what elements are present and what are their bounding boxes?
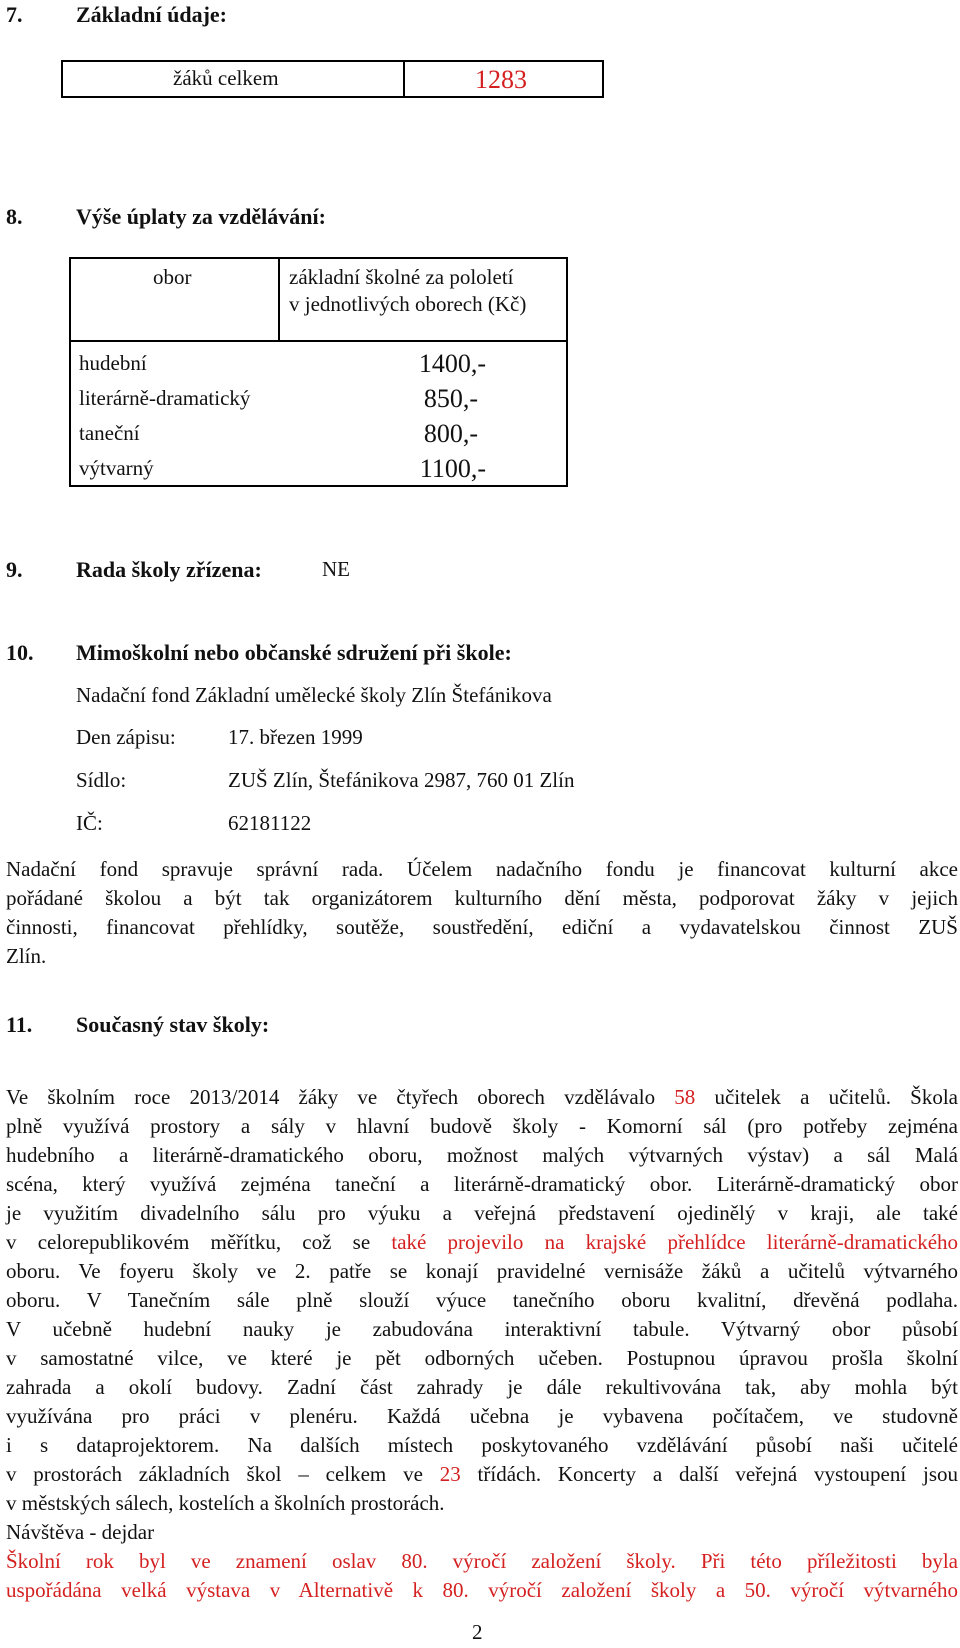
status-paragraph-line-red: Školní rok byl ve znamení oslav 80. výročí založení školy. Při této příležitosti byla [6, 1549, 958, 1573]
seat-value: ZUŠ Zlín, Štefánikova 2987, 760 01 Zlín [228, 768, 575, 792]
status-paragraph-line-red: uspořádána velká výstava v Alternativě k 80. výročí založení školy a 50. výročí výtvarného [6, 1578, 958, 1602]
fees-header-line1: základní školné za pololetí [289, 265, 514, 289]
status-paragraph-line: plně využívá prostory a sály v hlavní budově školy - Komorní sál (pro potřeby zejména [6, 1114, 958, 1138]
foundation-paragraph-line: pořádané školou a být tak organizátorem kulturního dění města, podporovat žáky v jejich [6, 886, 958, 910]
fee-row-obor: literárně-dramatický [79, 386, 251, 410]
status-paragraph-line: oboru. V Tanečním sále plně slouží výuce tanečního oboru kvalitní, dřevěná podlaha. [6, 1288, 958, 1312]
section-10-title: Mimoškolní nebo občanské sdružení při škole: [76, 640, 512, 665]
registration-date-label: Den zápisu: [76, 725, 176, 749]
section-8-number: 8. [6, 204, 23, 229]
status-paragraph-line: scéna, který využívá zejména taneční a literárně-dramatický obor. Literárně-dramatický obor [6, 1172, 958, 1196]
fee-row-obor: taneční [79, 421, 140, 445]
status-paragraph-line: v prostorách základních škol – celkem ve 23 třídách. Koncerty a další veřejná vystoupení jsou [6, 1462, 959, 1486]
status-paragraph-line: v samostatné vilce, ve které je pět odborných učeben. Postupnou úpravou prošla školní [6, 1346, 958, 1370]
status-paragraph-line: využívána pro práci v plenéru. Každá učebna je vybavena počítačem, ve studovně [6, 1404, 958, 1428]
fee-row-value: 850,- [423, 384, 478, 413]
students-total-value: 1283 [475, 65, 527, 94]
foundation-paragraph-line: činnosti, financovat přehlídky, soutěže, soustředění, ediční a vydavatelskou činnost ZUŠ [6, 915, 958, 939]
status-paragraph-line: je využitím divadelního sálu pro výuku a veřejná představení ojedinělý v kraji, ale také [6, 1201, 958, 1225]
seat-label: Sídlo: [76, 768, 127, 792]
fees-header-line2: v jednotlivých oborech (Kč) [289, 292, 527, 316]
status-paragraph-line: oboru. Ve foyeru školy ve 2. patře se konají pravidelné vernisáže žáků a učitelů výtvarného [6, 1259, 958, 1283]
status-paragraph-line: hudebního a literárně-dramatického oboru, možnost malých výtvarných výstav) a sál Malá [6, 1143, 958, 1167]
status-paragraph-line: Návštěva - dejdar [6, 1520, 155, 1544]
fee-row-value: 800,- [423, 419, 478, 448]
ic-label: IČ: [76, 811, 103, 835]
section-8-title: Výše úplaty za vzdělávání: [76, 204, 326, 229]
ic-value: 62181122 [228, 811, 312, 835]
status-paragraph-line: i s dataprojektorem. Na dalších místech poskytovaného vzdělávání působí naši učitelé [6, 1433, 958, 1457]
section-11-number: 11. [6, 1012, 33, 1037]
students-total-table [61, 60, 604, 98]
school-council-value: NE [322, 557, 350, 581]
foundation-paragraph-line: Zlín. [6, 944, 47, 968]
section-9-title: Rada školy zřízena: [76, 557, 262, 582]
students-total-label: žáků celkem [173, 66, 279, 90]
page-number: 2 [472, 1620, 483, 1644]
status-paragraph-line: zahrada a okolí budovy. Zadní část zahrady je dále rekultivována tak, aby mohla být [6, 1375, 958, 1399]
highlighted-text: také projevilo na krajské přehlídce literárně-dramatického [391, 1230, 959, 1254]
section-11-title: Současný stav školy: [76, 1012, 270, 1037]
teachers-count: 58 [674, 1085, 696, 1109]
section-7-number: 7. [6, 2, 23, 27]
section-7-title: Základní údaje: [76, 2, 227, 27]
section-10-number: 10. [6, 640, 34, 665]
fee-row-value: 1100,- [419, 454, 486, 483]
section-9-number: 9. [6, 557, 23, 582]
status-paragraph-line: v městských sálech, kostelích a školních prostorách. [6, 1491, 445, 1515]
status-paragraph-line: Ve školním roce 2013/2014 žáky ve čtyřech oborech vzdělávalo 58 učitelek a učitelů. Škola [6, 1085, 959, 1109]
status-paragraph-line: V učebně hudební nauky je zabudována interaktivní tabule. Výtvarný obor působí [6, 1317, 958, 1341]
fees-header-obor: obor [153, 265, 192, 289]
registration-date-value: 17. březen 1999 [228, 725, 363, 749]
classes-count: 23 [439, 1462, 461, 1486]
fee-row-obor: hudební [79, 351, 147, 375]
fees-table [69, 257, 568, 487]
foundation-name: Nadační fond Základní umělecké školy Zlín Štefánikova [76, 683, 552, 707]
foundation-paragraph-line: Nadační fond spravuje správní rada. Účelem nadačního fondu je financovat kulturní akce [6, 857, 958, 881]
fee-row-value: 1400,- [418, 349, 486, 378]
fee-row-obor: výtvarný [79, 456, 154, 480]
status-paragraph-line: v celorepublikovém měřítku, což se také projevilo na krajské přehlídce literárně-dramatického [6, 1230, 959, 1254]
